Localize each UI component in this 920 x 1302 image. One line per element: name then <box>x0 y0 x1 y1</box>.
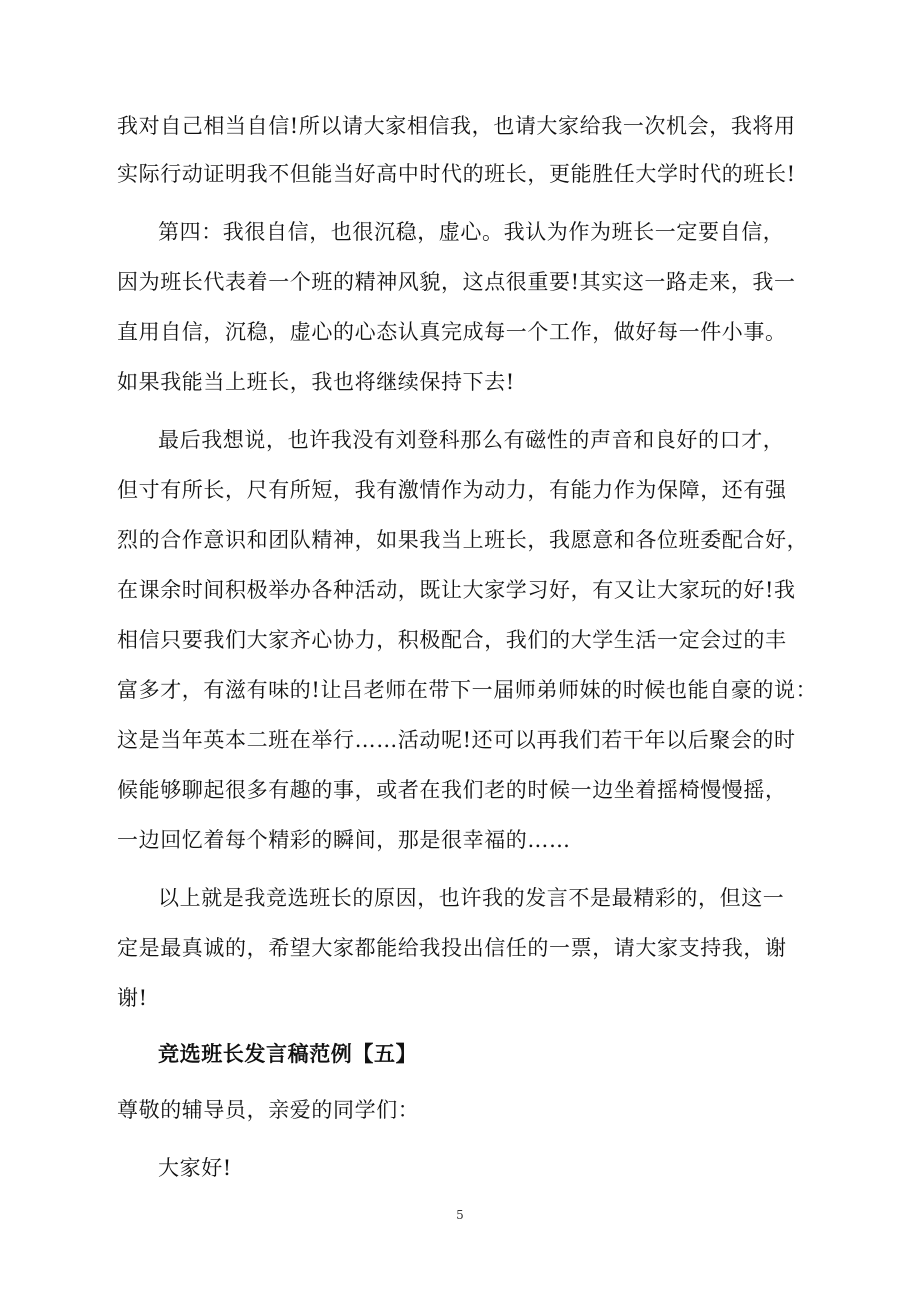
paragraph-line: 候能够聊起很多有趣的事，或者在我们老的时候一边坐着摇椅慢慢摇， <box>117 778 787 802</box>
paragraph-line: 最后我想说，也许我没有刘登科那么有磁性的声音和良好的口才， <box>158 428 785 452</box>
paragraph-line: 实际行动证明我不但能当好高中时代的班长，更能胜任大学时代的班长! <box>117 162 796 186</box>
paragraph-line: 定是最真诚的，希望大家都能给我投出信任的一票，请大家支持我，谢 <box>117 936 787 960</box>
paragraph-line: 相信只要我们大家齐心协力，积极配合，我们的大学生活一定会过的丰 <box>117 628 787 652</box>
paragraph-line: 一边回忆着每个精彩的瞬间，那是很幸福的…… <box>117 828 571 852</box>
paragraph-line: 直用自信，沉稳，虚心的心态认真完成每一个工作，做好每一件小事。 <box>117 320 787 344</box>
paragraph-line: 以上就是我竞选班长的原因，也许我的发言不是最精彩的，但这一 <box>158 886 785 910</box>
page-number: 5 <box>456 1208 464 1222</box>
paragraph-line: 谢! <box>117 986 148 1010</box>
paragraph-line: 在课余时间积极举办各种活动，既让大家学习好，有又让大家玩的好!我 <box>117 578 796 602</box>
paragraph-line: 富多才，有滋有味的!让吕老师在带下一届师弟师妹的时候也能自豪的说： <box>117 678 818 702</box>
paragraph-line: 因为班长代表着一个班的精神风貌，这点很重要!其实这一路走来，我一 <box>117 270 796 294</box>
paragraph-line: 如果我能当上班长，我也将继续保持下去! <box>117 370 515 394</box>
paragraph-line: 但寸有所长，尺有所短，我有激情作为动力，有能力作为保障，还有强 <box>117 478 787 502</box>
salutation-line: 大家好! <box>158 1156 232 1180</box>
paragraph-line: 这是当年英本二班在举行……活动呢!还可以再我们若干年以后聚会的时 <box>117 728 796 752</box>
greeting-line: 尊敬的辅导员，亲爱的同学们： <box>117 1098 420 1122</box>
section-heading: 竞选班长发言稿范例【五】 <box>158 1041 418 1066</box>
paragraph-line: 第四：我很自信，也很沉稳，虚心。我认为作为班长一定要自信， <box>158 220 785 244</box>
paragraph-line: 烈的合作意识和团队精神，如果我当上班长，我愿意和各位班委配合好， <box>117 528 809 552</box>
paragraph-line: 我对自己相当自信!所以请大家相信我，也请大家给我一次机会，我将用 <box>117 114 796 138</box>
